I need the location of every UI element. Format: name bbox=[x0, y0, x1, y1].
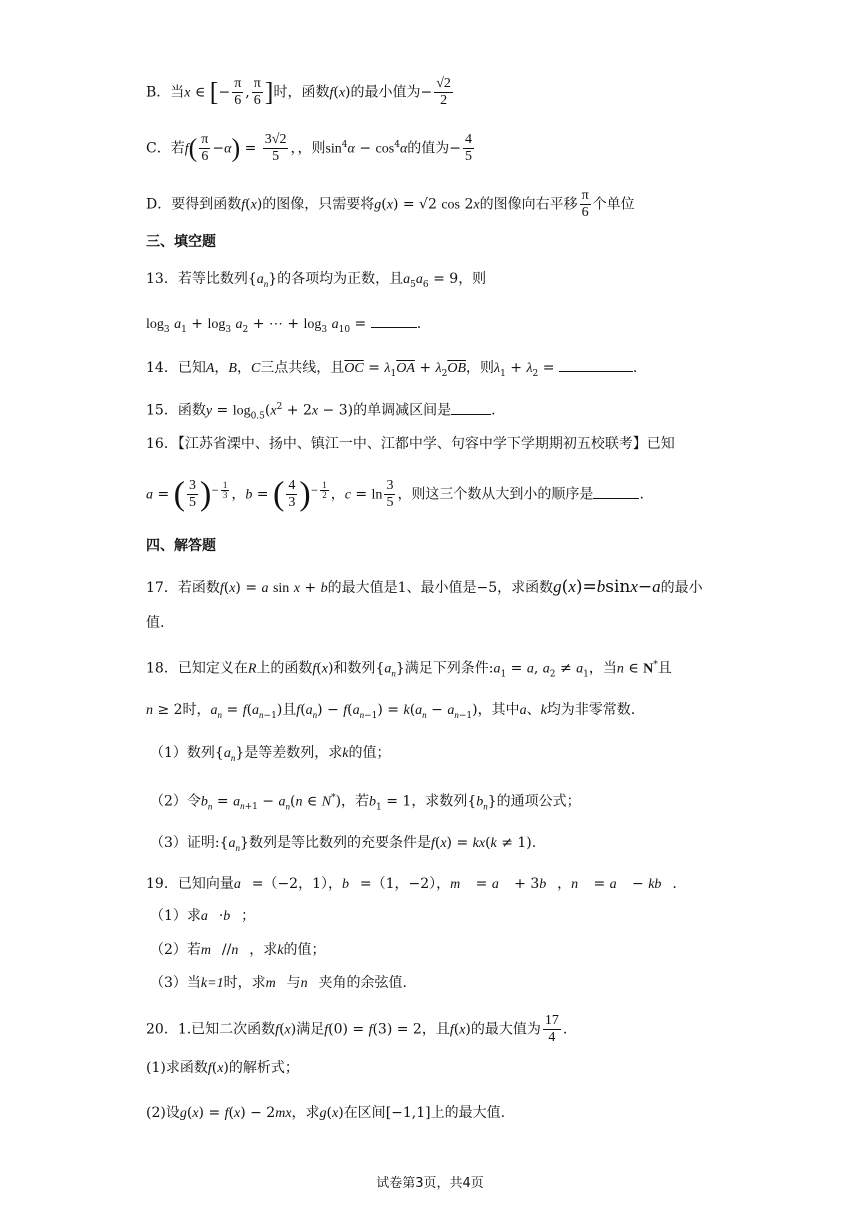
q18-mid3: 满足下列条件: bbox=[404, 660, 494, 677]
question-20: 20．1.已知二次函数f(x)满足f(0) = f(3) = 2，且f(x)的最大值为 $\frac{17}{4}$ . bbox=[146, 1013, 568, 1045]
q20-p2b: ，求 bbox=[291, 1105, 320, 1121]
q17-mid: 的最大值是1、最小值是 bbox=[327, 580, 477, 596]
q19-vector-b: =（1，−2）， bbox=[359, 876, 451, 892]
q18-label: 18．已知定义在 bbox=[146, 660, 248, 677]
q19-p3c: 时，求 bbox=[223, 975, 266, 991]
q17-mid2: ，求函数 bbox=[497, 580, 554, 596]
q19-p3e: 夹角的余弦值. bbox=[318, 975, 407, 991]
q18-line2a: 时， bbox=[182, 702, 211, 718]
question-18: 18．已知定义在R上的函数f(x)和数列$\{a_n\}$满足下列条件$:a_1 = a$, $a_2 \ne a_1$，当n ∈ N*且 bbox=[146, 660, 672, 680]
question-18-line2: n ≥ 2时，$a_n = f(a_{n-1})$且$f(a_n) - f(a_{n-1}) = k(a_n - a_{n-1})$，其中a、k均为非零常数. bbox=[146, 702, 636, 721]
q20-mid3: 的最大值为 bbox=[470, 1021, 541, 1038]
q18-mid4: ，当 bbox=[588, 660, 617, 677]
q19-p3: （3）当 bbox=[150, 975, 201, 991]
option-c-mid: ，，则 bbox=[290, 140, 326, 157]
option-d: D．要得到函数f(x)的图像，只需要将g(x) = √2 cos 2x的图像向右平移 $\frac{\pi}{6}$ 个单位 bbox=[146, 188, 635, 220]
q19-p1: （1）求 bbox=[150, 908, 201, 924]
q14-label: 14．已知 bbox=[146, 360, 206, 376]
section-fill-in-heading: 三、填空题 bbox=[146, 234, 216, 250]
option-d-mid: 的图像，只需要将 bbox=[262, 196, 375, 213]
q20-p1t: 的解析式； bbox=[228, 1060, 299, 1076]
option-b-label: B．当 bbox=[146, 84, 185, 101]
question-13: 13．若等比数列$\{a_n\}$的各项均为正数，且$a_5a_6 = 9$，则 bbox=[146, 271, 487, 290]
question-19-part2: （2）若m⃗//n⃗，求k的值； bbox=[150, 942, 326, 958]
question-19-part1: （1）求a⃗·b⃗； bbox=[150, 908, 256, 924]
question-18-part2: （2）令$b_n = a_{n+1} - a_n(n$ ∈ N*)，若$b_1 = 1$，求数列$\{b_n\}$的通项公式； bbox=[150, 793, 581, 813]
q20-p2c: 在区间 bbox=[343, 1105, 386, 1121]
q19-p2u: 的值； bbox=[283, 942, 326, 958]
option-d-label: D．要得到函数 bbox=[146, 196, 242, 213]
option-b: B．当x ∈ [− $\frac{\pi}{6}$ , $\frac{\pi}{6}$ ]时，函数f(x)的最小值为− $\frac{√2}{2}$ bbox=[146, 76, 451, 108]
option-c-label: C．若 bbox=[146, 140, 185, 157]
question-19-part3: （3）当k=1时，求m⃗与n⃗夹角的余弦值. bbox=[150, 975, 407, 991]
option-d-mid2: 的图像向右平移 bbox=[479, 196, 578, 213]
q20-mid2: ，且 bbox=[421, 1021, 450, 1038]
q20-label: 20．1.已知二次函数 bbox=[146, 1021, 276, 1038]
q16-answer-blank bbox=[593, 484, 639, 499]
option-d-tail: 个单位 bbox=[592, 196, 635, 213]
q19-p3d: 与 bbox=[286, 975, 301, 991]
q20-p1: (1)求函数 bbox=[146, 1060, 208, 1076]
q19-label: 19．已知向量 bbox=[146, 876, 234, 892]
q18-line2c: ，其中 bbox=[477, 702, 520, 718]
question-19: 19．已知向量a⃗=（−2，1），b⃗=（1，−2），m⃗ = a⃗ + 3b⃗，n⃗ = a⃗ − kb⃗. bbox=[146, 876, 677, 892]
q15-end: . bbox=[491, 402, 496, 419]
q18-tail: 且 bbox=[657, 660, 672, 677]
q14-end: . bbox=[632, 360, 638, 376]
section-solve-heading: 四、解答题 bbox=[146, 538, 216, 554]
q16-label: 16．【江苏省溧中、扬中、镇江一中、江都中学、句容中学下学期期初五校联考】已知 bbox=[146, 436, 675, 452]
q18-p2c: ，求数列 bbox=[411, 793, 468, 810]
option-c: C．若f( $\frac{\pi}{6}$ −α) = $\frac{3√2}{5}$ ，，则$\sin^4\alpha - \cos^4\alpha$的值为− $\frac{4}{5}$ bbox=[146, 132, 473, 164]
q17-label: 17．若函数 bbox=[146, 580, 220, 596]
q16-end: . bbox=[639, 486, 644, 503]
q18-p1b: 是等差数列，求 bbox=[244, 745, 343, 761]
q14-answer-blank bbox=[559, 357, 633, 372]
q19-p2t: ，求 bbox=[249, 942, 278, 958]
option-c-tail: 的值为 bbox=[407, 140, 450, 157]
q18-p3c: . bbox=[531, 835, 537, 851]
q18-p1c: 的值； bbox=[348, 745, 391, 761]
question-17-line2: 值. bbox=[146, 615, 165, 631]
q16-mid: ，则这三个数从大到小的顺序是 bbox=[397, 486, 594, 503]
q13-end: . bbox=[416, 316, 422, 332]
q19-vector-a: =（−2，1）， bbox=[251, 876, 342, 892]
q13-tail: ，则 bbox=[458, 271, 487, 287]
q20-p2: (2)设 bbox=[146, 1105, 180, 1121]
q18-mid2: 和数列 bbox=[333, 660, 376, 677]
q18-p3b: 数列是等比数列的充要条件是 bbox=[248, 835, 431, 851]
q15-label: 15．函数 bbox=[146, 402, 206, 419]
question-18-part3: （3）证明$:\{a_n\}$数列是等比数列的充要条件是f(x) = kx(k ≠ 1). bbox=[150, 835, 537, 853]
q20-mid: 满足 bbox=[296, 1021, 325, 1038]
q18-mid: 上的函数 bbox=[256, 660, 313, 677]
q13-label: 13．若等比数列 bbox=[146, 271, 248, 287]
q19-p1t: ； bbox=[241, 908, 256, 924]
question-16-line2: a = ( $\frac{3}{5}$ )$^{- \frac{1}{3}}$ ，b = ( $\frac{4}{3}$ )$^{- \frac{1}{2}}$ ，c = ln $\frac{3}{5}$ ，则这三个数从大到小的顺序是 . bbox=[146, 475, 644, 513]
q18-p2d: 的通项公式； bbox=[496, 793, 581, 810]
q15-mid: 的单调减区间是 bbox=[353, 402, 452, 419]
question-15: 15．函数$y = \log_{0.5}(x^2 + 2x - 3)$的单调减区间是 . bbox=[146, 396, 496, 427]
q20-p2d: 上的最大值. bbox=[430, 1105, 506, 1121]
page-footer: 试卷第3页，共4页 bbox=[376, 1176, 484, 1191]
q18-p2a: （2）令 bbox=[150, 793, 201, 810]
q13-mid: 的各项均为正数，且 bbox=[277, 271, 404, 287]
question-17: 17．若函数f(x) = a sin x + b的最大值是1、最小值是−5，求函数g(x)=bsinx−a的最小 bbox=[146, 577, 703, 597]
q14-mid2: ，则 bbox=[466, 360, 494, 376]
q14-mid: 三点共线，且 bbox=[260, 360, 345, 376]
question-16 bbox=[146, 433, 675, 455]
q15-answer-blank bbox=[451, 400, 491, 415]
q18-p1a: （1）数列 bbox=[150, 745, 215, 761]
question-18-part1: （1）数列$\{a_n\}$是等差数列，求k的值； bbox=[150, 745, 391, 763]
q19-p2: （2）若 bbox=[150, 942, 201, 958]
question-13-line2: $\log_3 a_1 + \log_3 a_2$ + ⋯ + $\log_3 a_{10}$ = . bbox=[146, 313, 421, 341]
q18-p3a: （3）证明: bbox=[150, 835, 220, 851]
q17-tail: 的最小 bbox=[660, 580, 703, 596]
q18-p2b: ，若 bbox=[341, 793, 370, 810]
question-20-part2: (2)设g(x) = f(x) − 2mx，求g(x)在区间[−1,1]上的最大值. bbox=[146, 1105, 506, 1121]
option-b-text: 时，函数 bbox=[273, 84, 330, 101]
option-b-text2: 的最小值为 bbox=[350, 84, 421, 101]
q13-answer-blank bbox=[371, 313, 417, 328]
q18-line2d: 均为非零常数. bbox=[546, 702, 636, 718]
question-20-part1: (1)求函数f(x)的解析式； bbox=[146, 1060, 299, 1076]
question-14: 14．已知A，B，C三点共线，且$\overline{OC} = \lambda_1\overline{OA} + \lambda_2\overline{OB}$，则$\lambda_1 + \lambda_2$ = . bbox=[146, 357, 637, 385]
q18-line2b: 且 bbox=[282, 702, 297, 718]
q19-p3b: k=1 bbox=[200, 976, 224, 991]
